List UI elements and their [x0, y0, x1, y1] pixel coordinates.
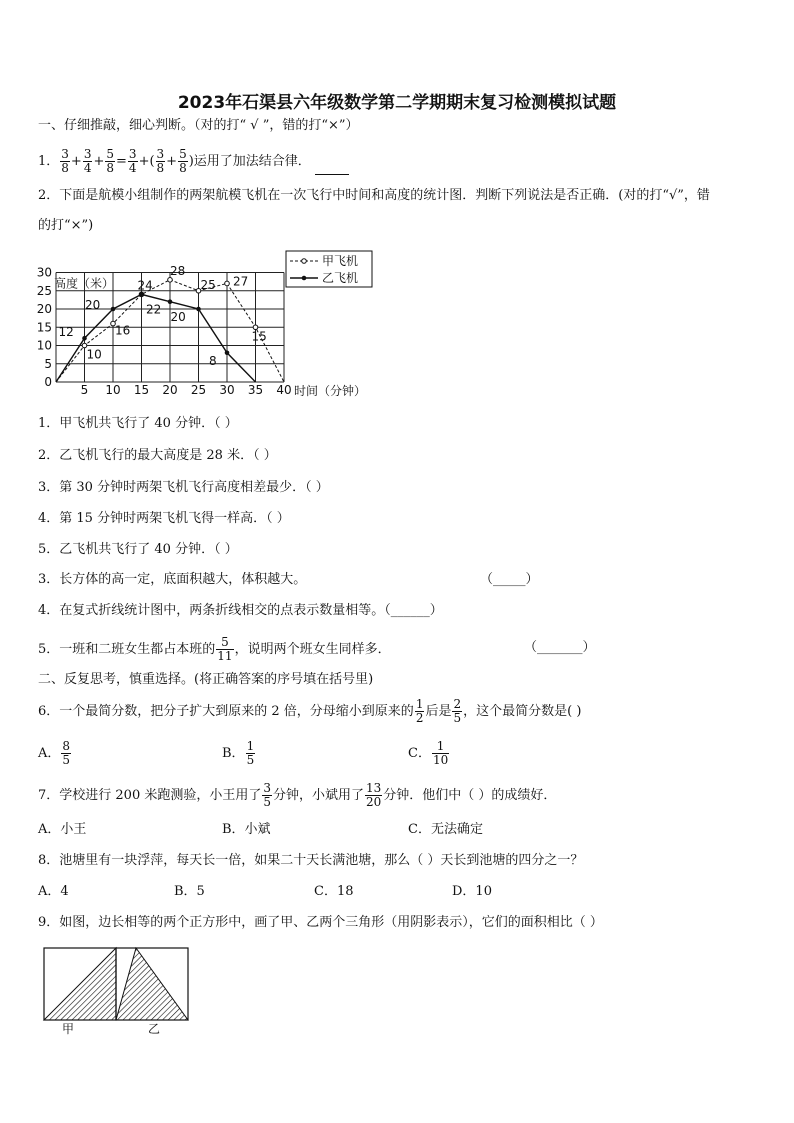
data-label-yi: 20 — [170, 310, 186, 324]
series-yi-point — [139, 292, 144, 297]
x-tick-label: 35 — [247, 383, 264, 397]
data-label-jia: 15 — [251, 329, 267, 344]
legend-jia-label: 甲飞机 — [322, 254, 359, 268]
series-yi-point — [225, 351, 230, 356]
data-label-jia: 24 — [137, 278, 153, 293]
y-tick-label: 20 — [36, 302, 52, 316]
data-label-yi: 12 — [58, 325, 74, 340]
option-8c[interactable]: C．18 — [314, 884, 354, 899]
question-6: 6．一个最简分数，把分子扩大到原来的 2 倍，分母缩小到原来的 $\frac{1}{2}$ 后是 $\frac{2}{5}$ ，这个最简分数是( ) — [38, 697, 582, 725]
x-tick-label: 5 — [80, 383, 89, 397]
y-axis-label: 高度（米） — [54, 276, 115, 291]
series-yi-point — [168, 299, 173, 304]
y-tick-label: 30 — [36, 265, 52, 280]
line-chart — [34, 244, 414, 402]
x-tick-label: 25 — [190, 383, 207, 397]
label-jia: 甲 — [62, 1022, 75, 1036]
y-tick-label: 5 — [44, 356, 52, 371]
section-1-heading: 一、仔细推敲，细心判断。（对的打“ √ ”，错的打“×”） — [38, 118, 359, 133]
data-label-jia: 16 — [115, 323, 131, 338]
series-yi-point — [111, 307, 116, 312]
option-7a[interactable]: A．小王 — [38, 822, 87, 837]
legend-yi-marker — [302, 276, 307, 281]
legend-jia-marker — [302, 259, 307, 264]
sub-statement-3: 3．第 30 分钟时两架飞机飞行高度相差最少．（ ） — [38, 480, 329, 495]
sub-statement-2: 2．乙飞机飞行的最大高度是 28 米．（ ） — [38, 448, 277, 463]
y-tick-label: 15 — [36, 320, 52, 335]
triangle-jia — [44, 948, 116, 1020]
series-yi-point — [82, 336, 87, 341]
sub-statement-5: 5．乙飞机共飞行了 40 分钟．（ ） — [38, 542, 238, 557]
data-label-jia: 27 — [233, 274, 249, 289]
page-title: 2023年石渠县六年级数学第二学期期末复习检测模拟试题 — [177, 93, 617, 113]
data-label-yi: 20 — [85, 298, 101, 312]
x-tick-label: 20 — [162, 383, 178, 397]
question-9: 9．如图，边长相等的两个正方形中，画了甲、乙两个三角形（用阴影表示），它们的面积相比（ ） — [38, 915, 603, 930]
series-jia-point — [168, 278, 173, 283]
legend-yi-label: 乙飞机 — [322, 271, 359, 285]
y-tick-label: 25 — [36, 283, 52, 298]
series-yi-point — [196, 307, 201, 312]
option-6c[interactable]: C． $\frac{1}{10}$ — [408, 739, 449, 767]
x-tick-label: 30 — [219, 383, 235, 397]
data-label-yi: 8 — [209, 353, 217, 368]
x-tick-label: 15 — [133, 383, 150, 397]
option-6b[interactable]: B． $\frac{1}{5}$ — [222, 739, 255, 767]
question-2-line-2: 的打“×”) — [38, 218, 94, 233]
x-tick-label: 40 — [276, 383, 292, 397]
option-8d[interactable]: D．10 — [452, 884, 492, 899]
data-label-yi: 22 — [146, 302, 162, 317]
question-5: 5．一班和二班女生都占本班的 $\frac{5}{11}$ ，说明两个班女生同样多． — [38, 635, 391, 663]
option-6a[interactable]: A． $\frac{8}{5}$ — [38, 739, 71, 767]
question-1: 1． $\frac{3}{8}$ + $\frac{3}{4}$ + $\frac{5}{8}$ = $\frac{3}{4}$ +( $\frac{3}{8}$ + $\frac{5}{8}$ )运用了加法结合律． — [38, 148, 349, 175]
option-8b[interactable]: B．5 — [174, 884, 205, 899]
answer-blank[interactable] — [315, 160, 349, 175]
question-7: 7．学校进行 200 米跑测验，小王用了 $\frac{3}{5}$ 分钟，小斌用了 $\frac{13}{20}$ 分钟．他们中（ ）的成绩好． — [38, 781, 557, 809]
data-label-jia: 10 — [86, 347, 102, 362]
question-3-blank[interactable]: （_____） — [480, 572, 539, 587]
option-7b[interactable]: B．小斌 — [222, 822, 271, 837]
question-4: 4．在复式折线统计图中，两条折线相交的点表示数量相等。（______） — [38, 603, 443, 618]
squares-figure — [40, 944, 200, 1038]
question-5-blank[interactable]: （_______） — [524, 640, 596, 655]
question-3: 3．长方体的高一定，底面积越大，体积越大。 — [38, 572, 307, 587]
series-jia-point — [225, 281, 230, 286]
question-8: 8．池塘里有一块浮萍，每天长一倍，如果二十天长满池塘，那么（ ）天长到池塘的四分之一？ — [38, 853, 584, 868]
y-tick-label: 10 — [36, 338, 52, 353]
sub-statement-1: 1．甲飞机共飞行了 40 分钟．（ ） — [38, 416, 238, 431]
section-2-heading: 二、反复思考，慎重选择。(将正确答案的序号填在括号里) — [38, 672, 374, 687]
y-tick-label: 0 — [44, 375, 52, 389]
data-label-jia: 25 — [200, 277, 216, 292]
option-8a[interactable]: A．4 — [38, 884, 69, 899]
question-2-line-1: 2．下面是航模小组制作的两架航模飞机在一次飞行中时间和高度的统计图．判断下列说法是否正确．(对的打“√”，错 — [38, 188, 710, 203]
x-tick-label: 10 — [105, 383, 121, 397]
x-axis-label: 时间（分钟） — [294, 384, 367, 398]
sub-statement-4: 4．第 15 分钟时两架飞机飞得一样高．（ ） — [38, 511, 290, 526]
label-yi: 乙 — [148, 1022, 161, 1036]
triangle-yi — [116, 948, 188, 1020]
option-7c[interactable]: C．无法确定 — [408, 822, 483, 837]
data-label-jia: 28 — [170, 263, 186, 278]
